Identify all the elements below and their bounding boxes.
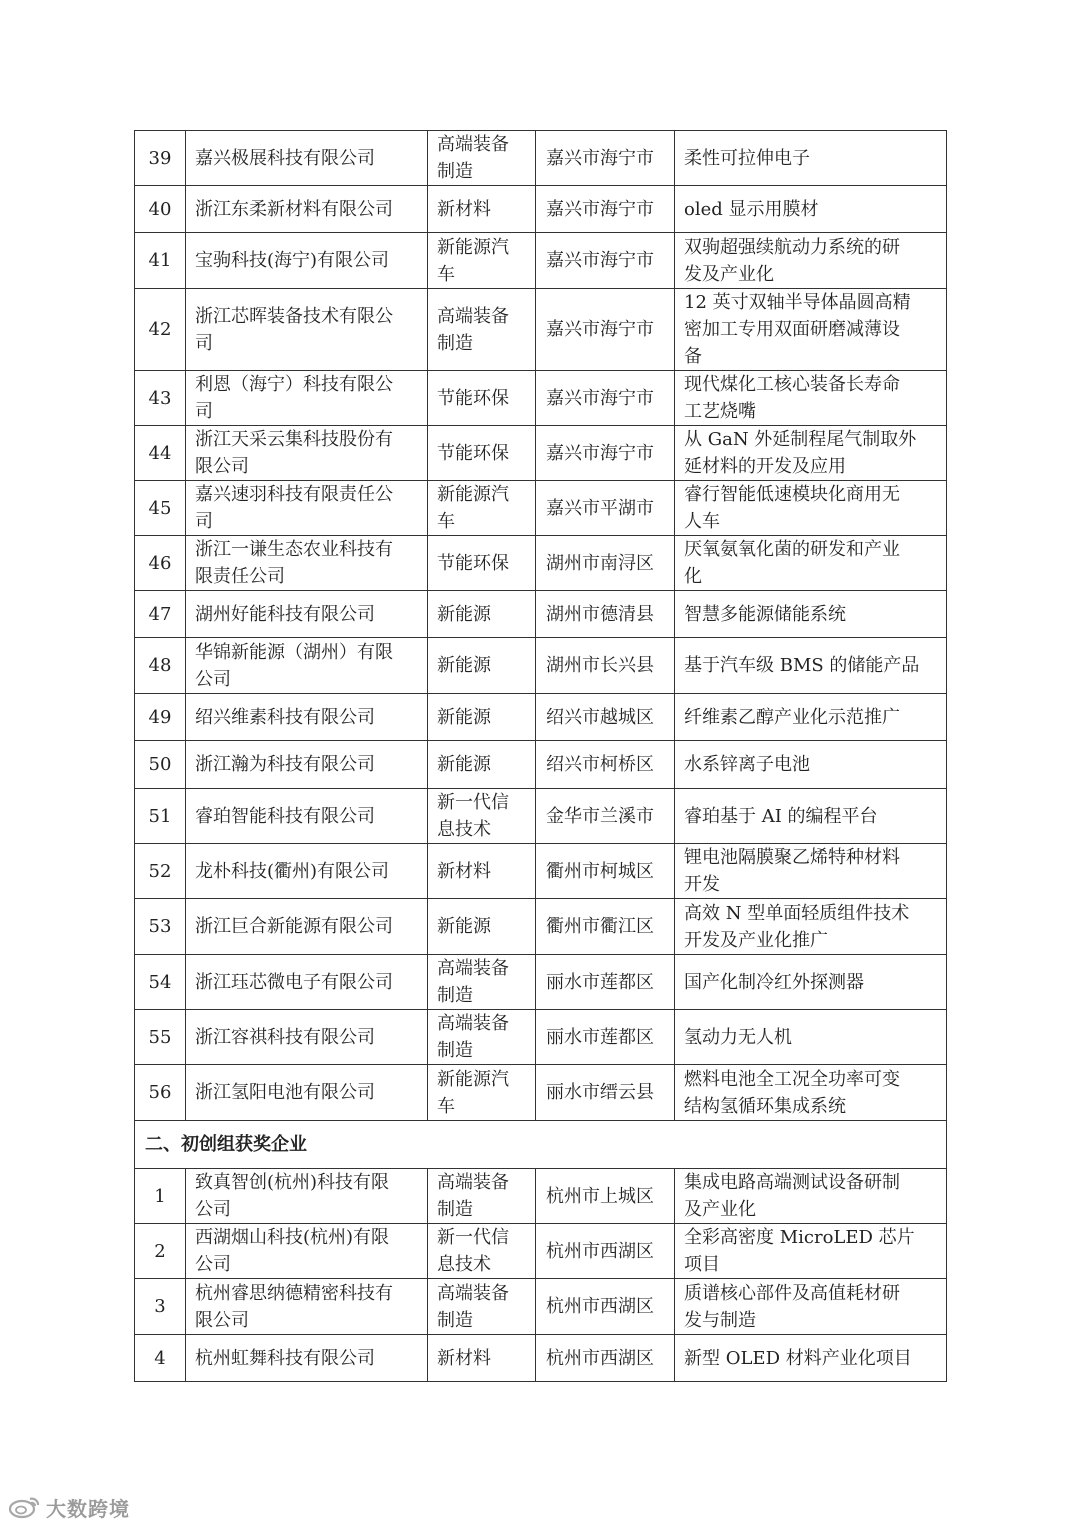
cell-project: 双驹超强续航动力系统的研 发及产业化 [675,233,947,289]
watermark-text: 大数跨境 [46,1496,130,1521]
table-row [135,233,947,289]
cell-number: 49 [135,694,186,741]
cell-project: 12 英寸双轴半导体晶圆高精 密加工专用双面研磨减薄设 备 [675,289,947,371]
table-row [135,694,947,741]
cell-company: 致真智创(杭州)科技有限 公司 [186,1169,428,1224]
cell-company: 嘉兴极展科技有限公司 [186,131,428,186]
cell-region: 湖州市南浔区 [536,536,675,591]
table-row [135,844,947,899]
cell-number: 45 [135,481,186,536]
cell-project: 燃料电池全工况全功率可变 结构氢循环集成系统 [675,1065,947,1121]
cell-region: 丽水市莲都区 [536,955,675,1010]
cell-number: 50 [135,741,186,789]
cell-company: 杭州睿思纳德精密科技有 限公司 [186,1279,428,1335]
cell-region: 嘉兴市海宁市 [536,289,675,371]
cell-region: 衢州市衢江区 [536,899,675,955]
cell-project: 高效 N 型单面轻质组件技术 开发及产业化推广 [675,899,947,955]
cell-region: 杭州市西湖区 [536,1279,675,1335]
cell-number: 43 [135,371,186,426]
cell-number: 52 [135,844,186,899]
cell-company: 绍兴维素科技有限公司 [186,694,428,741]
cell-number: 47 [135,591,186,638]
cell-field: 新能源汽 车 [428,481,536,536]
weibo-logo-icon [8,1495,42,1519]
cell-company: 浙江巨合新能源有限公司 [186,899,428,955]
cell-number: 44 [135,426,186,481]
cell-field: 高端装备 制造 [428,955,536,1010]
table-row [135,289,947,371]
cell-number: 46 [135,536,186,591]
cell-project: 氢动力无人机 [675,1010,947,1065]
table-row [135,371,947,426]
table-row [135,741,947,789]
table-row [135,1010,947,1065]
cell-company: 湖州好能科技有限公司 [186,591,428,638]
cell-company: 浙江东柔新材料有限公司 [186,186,428,233]
cell-field: 新能源 [428,899,536,955]
cell-number: 42 [135,289,186,371]
cell-region: 嘉兴市海宁市 [536,186,675,233]
table-row [135,186,947,233]
cell-number: 41 [135,233,186,289]
cell-number: 55 [135,1010,186,1065]
cell-region: 丽水市缙云县 [536,1065,675,1121]
cell-number: 3 [135,1279,186,1335]
cell-field: 高端装备 制造 [428,1279,536,1335]
cell-region: 绍兴市柯桥区 [536,741,675,789]
cell-region: 杭州市西湖区 [536,1224,675,1279]
cell-region: 嘉兴市平湖市 [536,481,675,536]
cell-field: 节能环保 [428,371,536,426]
section-header-row [135,1121,947,1169]
watermark [8,1493,130,1521]
cell-number: 4 [135,1335,186,1382]
cell-company: 嘉兴速羽科技有限责任公 司 [186,481,428,536]
cell-company: 浙江珏芯微电子有限公司 [186,955,428,1010]
cell-project: 水系锌离子电池 [675,741,947,789]
cell-number: 48 [135,638,186,694]
cell-company: 利恩（海宁）科技有限公 司 [186,371,428,426]
cell-project: 质谱核心部件及高值耗材研 发与制造 [675,1279,947,1335]
table-row [135,131,947,186]
cell-company: 宝驹科技(海宁)有限公司 [186,233,428,289]
cell-field: 新一代信 息技术 [428,789,536,844]
cell-project: 锂电池隔膜聚乙烯特种材料 开发 [675,844,947,899]
cell-project: 睿行智能低速模块化商用无 人车 [675,481,947,536]
cell-number: 53 [135,899,186,955]
cell-company: 睿珀智能科技有限公司 [186,789,428,844]
cell-region: 杭州市西湖区 [536,1335,675,1382]
cell-field: 新能源 [428,591,536,638]
cell-field: 高端装备 制造 [428,289,536,371]
table-row [135,789,947,844]
cell-field: 节能环保 [428,536,536,591]
cell-region: 绍兴市越城区 [536,694,675,741]
section-title: 二、初创组获奖企业 [135,1121,947,1169]
cell-region: 嘉兴市海宁市 [536,131,675,186]
cell-region: 嘉兴市海宁市 [536,371,675,426]
cell-number: 2 [135,1224,186,1279]
cell-field: 节能环保 [428,426,536,481]
cell-field: 新能源汽 车 [428,1065,536,1121]
cell-number: 54 [135,955,186,1010]
table-row [135,638,947,694]
cell-field: 新能源 [428,741,536,789]
table-row [135,481,947,536]
table-row [135,899,947,955]
table-row [135,1065,947,1121]
cell-company: 华锦新能源（湖州）有限 公司 [186,638,428,694]
table-row [135,1279,947,1335]
cell-region: 嘉兴市海宁市 [536,426,675,481]
cell-project: 厌氧氨氧化菌的研发和产业 化 [675,536,947,591]
cell-project: 睿珀基于 AI 的编程平台 [675,789,947,844]
cell-field: 高端装备 制造 [428,131,536,186]
table-row [135,536,947,591]
cell-company: 浙江芯晖装备技术有限公 司 [186,289,428,371]
cell-field: 新材料 [428,186,536,233]
cell-number: 56 [135,1065,186,1121]
cell-project: 现代煤化工核心装备长寿命 工艺烧嘴 [675,371,947,426]
cell-number: 40 [135,186,186,233]
table-row [135,1335,947,1382]
cell-number: 51 [135,789,186,844]
cell-project: 国产化制冷红外探测器 [675,955,947,1010]
cell-project: 智慧多能源储能系统 [675,591,947,638]
table-row [135,426,947,481]
cell-company: 浙江瀚为科技有限公司 [186,741,428,789]
award-table [134,130,947,1382]
cell-region: 衢州市柯城区 [536,844,675,899]
cell-project: 新型 OLED 材料产业化项目 [675,1335,947,1382]
award-table-body [135,131,947,1382]
cell-region: 丽水市莲都区 [536,1010,675,1065]
cell-field: 新能源 [428,694,536,741]
cell-field: 新能源 [428,638,536,694]
table-row [135,591,947,638]
cell-company: 浙江天采云集科技股份有 限公司 [186,426,428,481]
cell-field: 高端装备 制造 [428,1169,536,1224]
cell-region: 湖州市德清县 [536,591,675,638]
cell-company: 浙江氢阳电池有限公司 [186,1065,428,1121]
cell-project: 从 GaN 外延制程尾气制取外 延材料的开发及应用 [675,426,947,481]
cell-field: 新材料 [428,844,536,899]
table-row [135,1169,947,1224]
cell-company: 浙江容祺科技有限公司 [186,1010,428,1065]
cell-region: 湖州市长兴县 [536,638,675,694]
cell-company: 西湖烟山科技(杭州)有限 公司 [186,1224,428,1279]
cell-field: 新材料 [428,1335,536,1382]
cell-company: 龙朴科技(衢州)有限公司 [186,844,428,899]
cell-region: 杭州市上城区 [536,1169,675,1224]
table-row [135,955,947,1010]
cell-number: 1 [135,1169,186,1224]
cell-field: 新一代信 息技术 [428,1224,536,1279]
cell-field: 新能源汽 车 [428,233,536,289]
cell-project: 柔性可拉伸电子 [675,131,947,186]
cell-number: 39 [135,131,186,186]
cell-company: 杭州虹舞科技有限公司 [186,1335,428,1382]
cell-project: 纤维素乙醇产业化示范推广 [675,694,947,741]
cell-region: 金华市兰溪市 [536,789,675,844]
table-row [135,1224,947,1279]
cell-project: oled 显示用膜材 [675,186,947,233]
cell-project: 基于汽车级 BMS 的储能产品 [675,638,947,694]
cell-company: 浙江一谦生态农业科技有 限责任公司 [186,536,428,591]
cell-project: 集成电路高端测试设备研制 及产业化 [675,1169,947,1224]
cell-project: 全彩高密度 MicroLED 芯片 项目 [675,1224,947,1279]
cell-field: 高端装备 制造 [428,1010,536,1065]
cell-region: 嘉兴市海宁市 [536,233,675,289]
